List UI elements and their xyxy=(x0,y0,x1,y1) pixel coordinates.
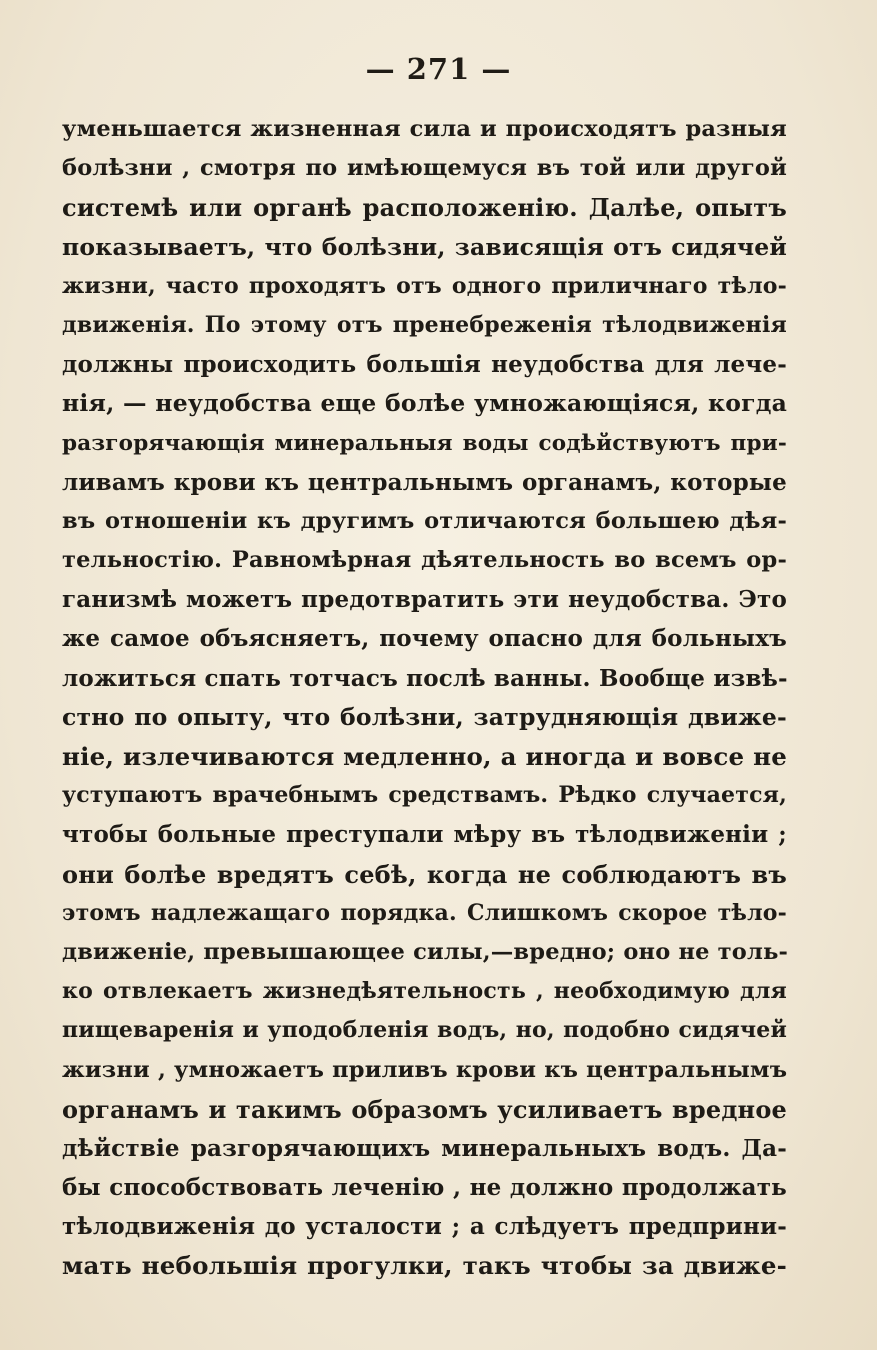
text-line: ніе, излечиваются медленно, а иногда и вовсе не xyxy=(62,742,787,771)
text-line: уступаютъ врачебнымъ средствамъ. Рѣдко случается, xyxy=(62,782,787,809)
text-line: ганизмѣ можетъ предотвратить эти неудобства. Это xyxy=(62,586,787,614)
text-line: движеніе, превышающее силы,—вредно; оно не толь- xyxy=(62,938,789,965)
text-line: жизни, часто проходятъ отъ одного приличнаго тѣло- xyxy=(62,272,787,299)
text-line: мать небольшія прогулки, такъ чтобы за движе- xyxy=(62,1251,787,1281)
text-line: тельностію. Равномѣрная дѣятельность во всемъ ор- xyxy=(62,547,787,574)
text-line: движенія. По этому отъ пренебреженія тѣлодвиженія xyxy=(62,311,787,338)
page-number: — 271 — xyxy=(365,52,512,86)
text-line: они болѣе вредятъ себѣ, когда не соблюдаютъ въ xyxy=(62,859,787,889)
text-line: ливамъ крови къ центральнымъ органамъ, которые xyxy=(62,468,787,496)
text-line: нія, — неудобства еще болѣе умножающіяся, когда xyxy=(62,389,787,418)
text-line: дѣйствіе разгорячающихъ минеральныхъ водъ. Да- xyxy=(62,1134,787,1162)
text-line: жизни , умножаетъ приливъ крови къ центральнымъ xyxy=(62,1056,788,1083)
text-line: ко отвлекаетъ жизнедѣятельность , необходимую для xyxy=(62,978,787,1005)
text-line: этомъ надлежащаго порядка. Слишкомъ скорое тѣло- xyxy=(62,899,787,926)
body-text xyxy=(62,110,787,1286)
text-line: органамъ и такимъ образомъ усиливаетъ вредное xyxy=(62,1094,787,1124)
text-line: уменьшается жизненная сила и происходятъ разныя xyxy=(62,116,787,142)
text-line: пищеваренія и уподобленія водъ, но, подобно сидячей xyxy=(62,1017,787,1044)
text-line: системѣ или органѣ расположенію. Далѣе, опытъ xyxy=(62,193,787,223)
text-line: тѣлодвиженія до усталости ; а слѣдуетъ предприни- xyxy=(62,1213,787,1241)
text-line: болѣзни , смотря по имѣющемуся въ той или другой xyxy=(62,155,787,182)
text-line: показываетъ, что болѣзни, зависящія отъ сидячей xyxy=(62,232,787,261)
text-line: чтобы больные преступали мѣру въ тѣлодвиженіи ; xyxy=(62,821,787,849)
text-line: должны происходить большія неудобства для лече- xyxy=(62,351,787,379)
text-line: въ отношеніи къ другимъ отличаются большею дѣя- xyxy=(62,507,787,534)
text-line: бы способствовать леченію , не должно продолжать xyxy=(62,1174,787,1202)
text-line: же самое объясняетъ, почему опасно для больныхъ xyxy=(62,625,787,653)
text-line: разгорячающія минеральныя воды содѣйствуютъ при- xyxy=(62,430,787,456)
text-line: ложиться спать тотчасъ послѣ ванны. Вообще извѣ- xyxy=(62,664,788,692)
text-line: стно по опыту, что болѣзни, затрудняющія движе- xyxy=(62,702,787,731)
